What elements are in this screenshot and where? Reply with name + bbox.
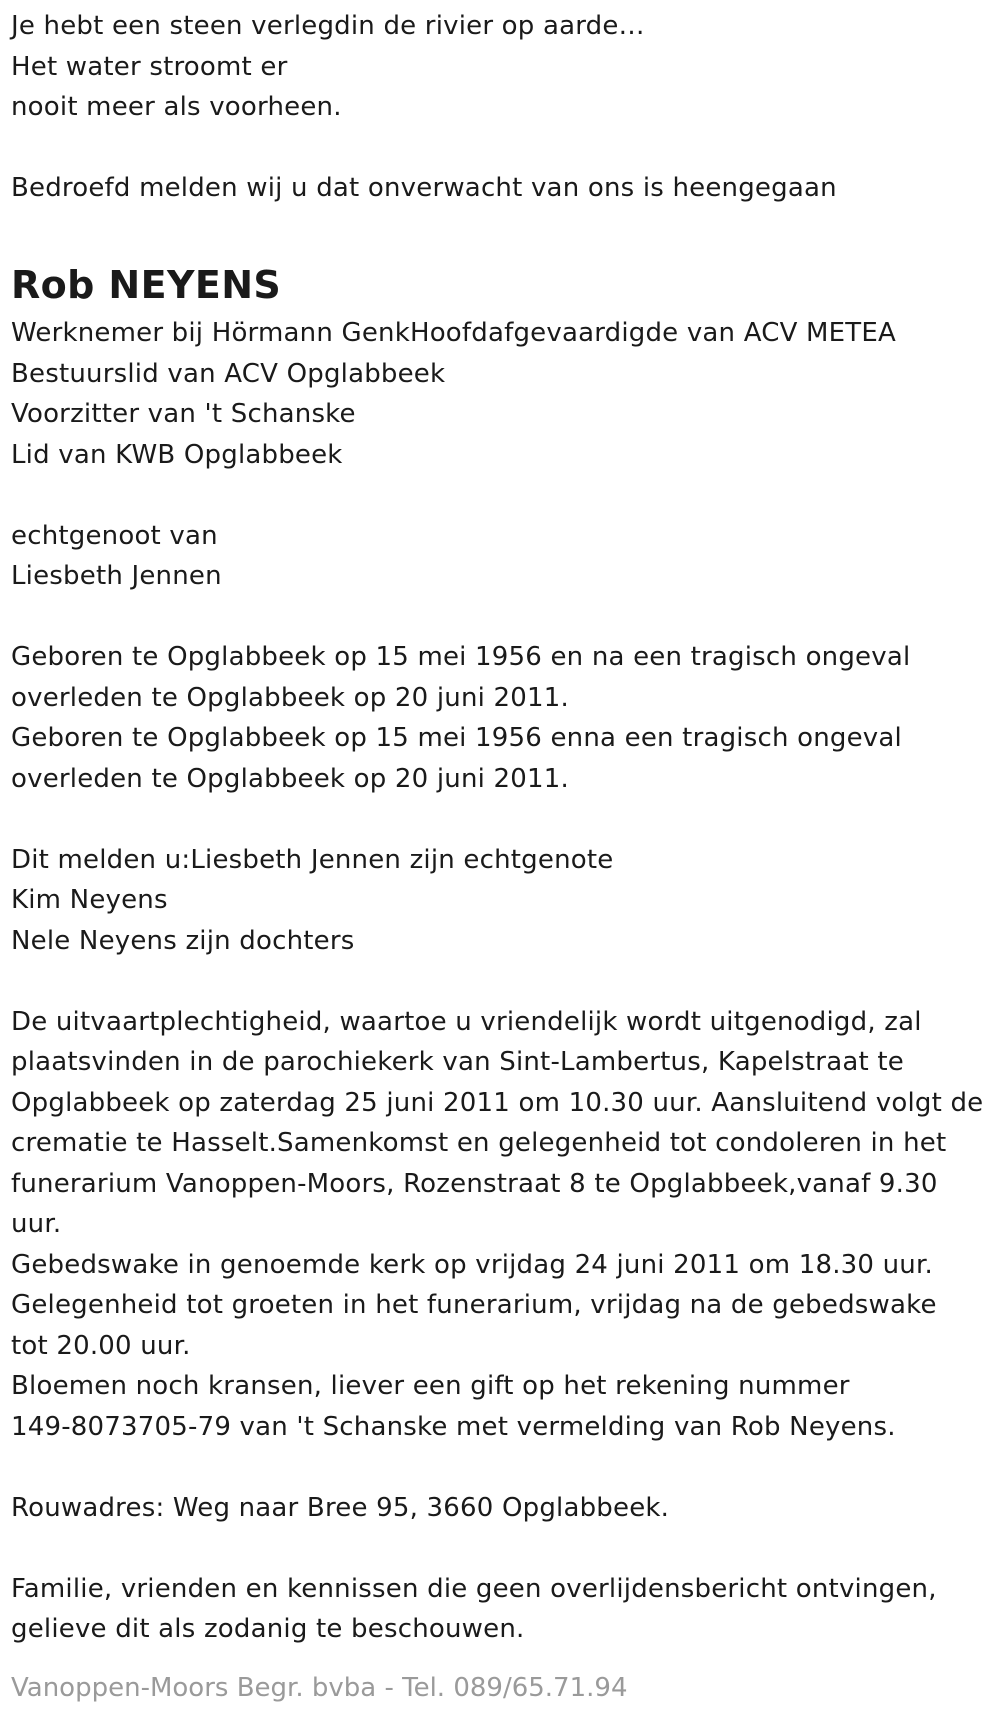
ceremony-line: De uitvaartplechtigheid, waartoe u vriendelijk wordt uitgenodigd, zal [11, 1006, 922, 1037]
poem-line: Het water stroomt er [11, 51, 288, 82]
poem-section [11, 6, 991, 128]
ceremony-line: crematie te Hasselt.Samenkomst en gelegenheid tot condoleren in het [11, 1128, 947, 1158]
ceremony-line: plaatsvinden in de parochiekerk van Sint-Lambertus, Kapelstraat te [11, 1047, 904, 1077]
birth-death-line: overleden te Opglabbeek op 20 juni 2011. [11, 682, 569, 713]
ceremony-section [11, 1002, 991, 1448]
spacer [11, 209, 991, 250]
ceremony-line: uur. [11, 1209, 62, 1239]
spacer [11, 961, 991, 1002]
role-line: Lid van KWB Opglabbeek [11, 439, 343, 470]
ceremony-line: funerarium Vanoppen-Moors, Rozenstraat 8 te Opglabbeek,vanaf 9.30 [11, 1168, 938, 1199]
role-line: Werknemer bij Hörmann GenkHoofdafgevaardigde van ACV METEA [11, 318, 896, 348]
family-section [11, 840, 991, 962]
spacer [11, 128, 991, 169]
spouse-line: Liesbeth Jennen [11, 561, 222, 591]
ceremony-line: Gelegenheid tot groeten in het funerarium, vrijdag na de gebedswake [11, 1290, 937, 1320]
roles-section [11, 313, 991, 475]
ceremony-line: Bloemen noch kransen, liever een gift op het rekening nummer [11, 1371, 850, 1401]
birth-death-section [11, 637, 991, 799]
obituary-document [11, 6, 991, 1650]
birth-death-line: overleden te Opglabbeek op 20 juni 2011. [11, 763, 569, 794]
closing-line: Familie, vrienden en kennissen die geen overlijdensbericht ontvingen, [11, 1573, 937, 1604]
announcement-text: Bedroefd melden wij u dat onverwacht van ons is heengegaan [11, 173, 837, 203]
spacer [11, 1528, 991, 1569]
closing-section [11, 1569, 991, 1650]
ceremony-line: Gebedswake in genoemde kerk op vrijdag 24 juni 2011 om 18.30 uur. [11, 1249, 933, 1280]
birth-death-line: Geboren te Opglabbeek op 15 mei 1956 enna een tragisch ongeval [11, 723, 902, 753]
deceased-name: Rob NEYENS [11, 263, 282, 307]
spacer [11, 475, 991, 516]
ceremony-line: 149-8073705-79 van 't Schanske met vermelding van Rob Neyens. [11, 1411, 896, 1442]
role-line: Voorzitter van 't Schanske [11, 399, 356, 429]
family-line: Nele Neyens zijn dochters [11, 925, 355, 956]
family-line: Dit melden u:Liesbeth Jennen zijn echtgenote [11, 844, 614, 875]
spouse-line: echtgenoot van [11, 520, 218, 551]
spacer [11, 1447, 991, 1488]
poem-line: nooit meer als voorheen. [11, 92, 342, 122]
funeral-home-footer: Vanoppen-Moors Begr. bvba - Tel. 089/65.71.94 [11, 1673, 628, 1703]
role-line: Bestuurslid van ACV Opglabbeek [11, 358, 446, 389]
spacer [11, 799, 991, 840]
ceremony-line: tot 20.00 uur. [11, 1330, 191, 1361]
birth-death-line: Geboren te Opglabbeek op 15 mei 1956 en na een tragisch ongeval [11, 642, 911, 672]
closing-line: gelieve dit als zodanig te beschouwen. [11, 1614, 525, 1644]
poem-line: Je hebt een steen verlegdin de rivier op aarde… [11, 11, 645, 41]
spouse-section [11, 516, 991, 597]
mourning-address: Rouwadres: Weg naar Bree 95, 3660 Opglabbeek. [11, 1492, 670, 1523]
family-line: Kim Neyens [11, 885, 168, 915]
spacer [11, 597, 991, 638]
ceremony-line: Opglabbeek op zaterdag 25 juni 2011 om 10.30 uur. Aansluitend volgt de [11, 1087, 984, 1118]
